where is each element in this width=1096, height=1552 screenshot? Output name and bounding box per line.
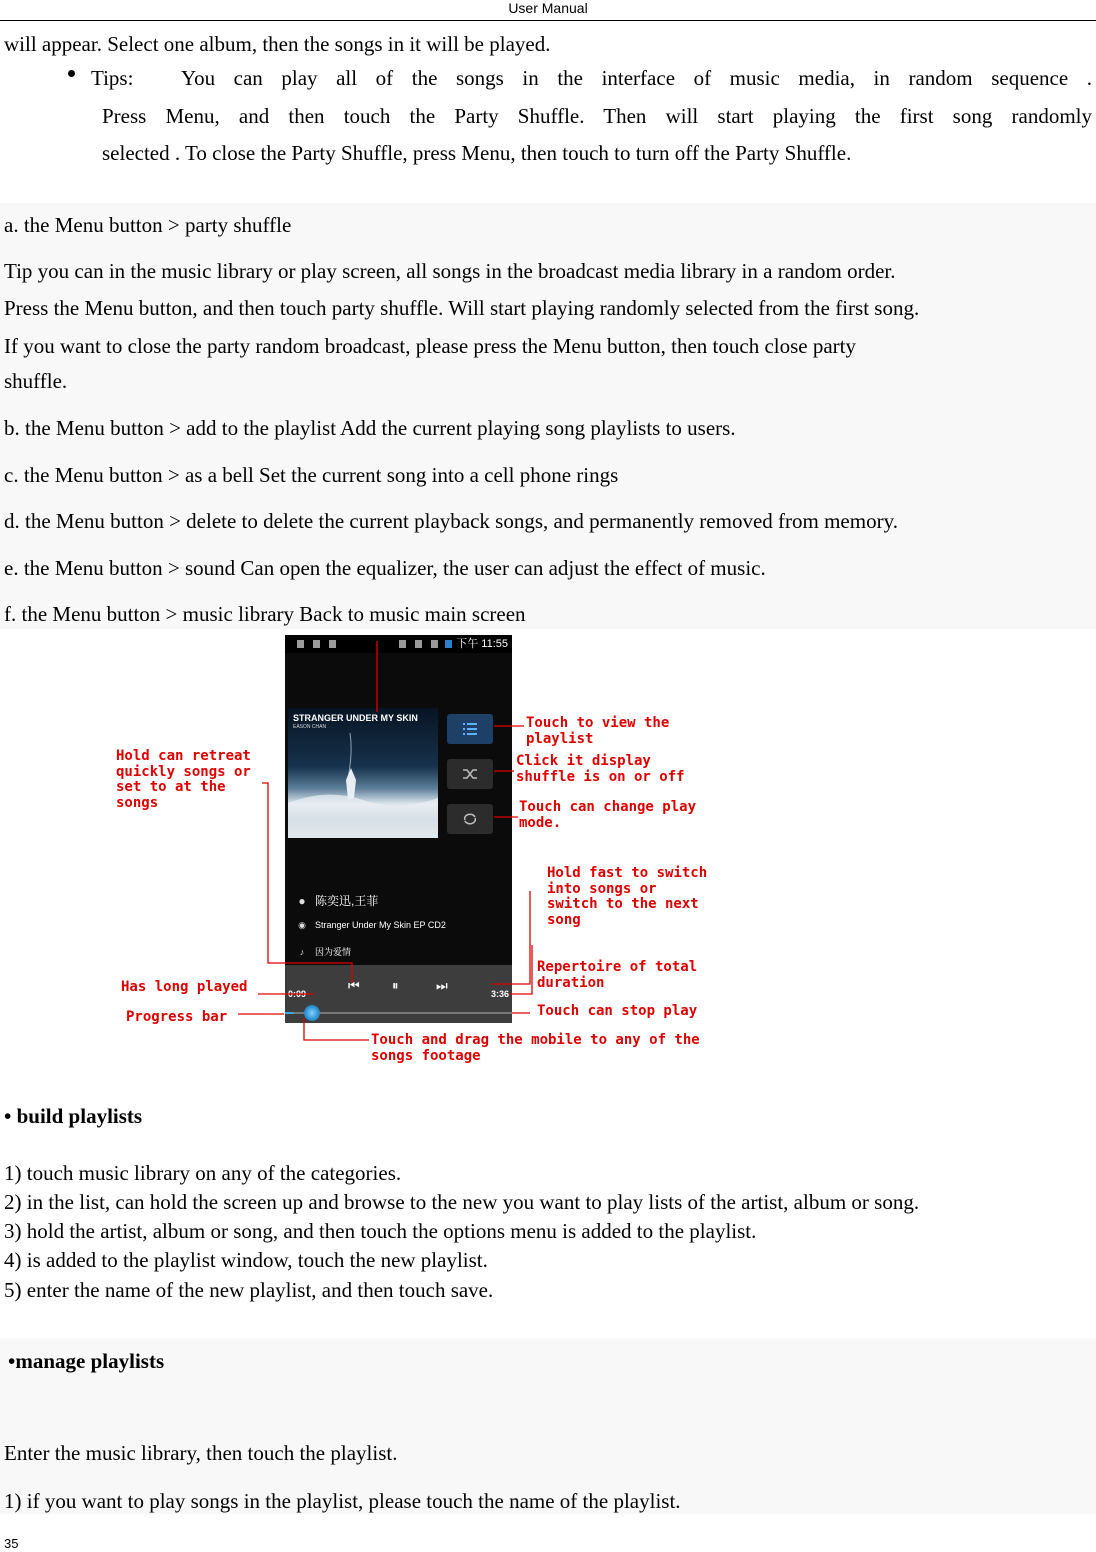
- manage-section-background: [0, 1338, 1096, 1514]
- page-number: 35: [4, 1536, 19, 1551]
- build-step-2: 2) in the list, can hold the screen up and browse to the new you want to play lists of the artist, album or song.: [4, 1190, 920, 1214]
- next-icon[interactable]: ⏭: [436, 979, 448, 994]
- menu-item-a: a. the Menu button > party shuffle: [4, 213, 292, 237]
- menu-tip-line-2: Press the Menu button, and then touch party shuffle. Will start playing randomly selected from the first song.: [4, 296, 920, 320]
- song-name: 因为爱情: [315, 947, 352, 957]
- build-step-4: 4) is added to the playlist window, touch the new playlist.: [4, 1248, 488, 1272]
- disc-icon: ◉: [298, 920, 306, 930]
- annotation-retreat: Hold can retreat quickly songs or set to at the songs: [116, 748, 251, 811]
- build-step-1: 1) touch music library on any of the categories.: [4, 1161, 402, 1185]
- tips-line-3: selected . To close the Party Shuffle, press Menu, then touch to turn off the Party Shuffle.: [102, 141, 852, 165]
- build-playlists-heading: • build playlists: [4, 1104, 143, 1128]
- menu-item-b: b. the Menu button > add to the playlist Add the current playing song playlists to users.: [4, 416, 736, 440]
- manage-playlists-heading: •manage playlists: [8, 1349, 165, 1373]
- manage-line-1: Enter the music library, then touch the playlist.: [4, 1441, 398, 1465]
- music-note-icon: ♪: [299, 947, 305, 957]
- annotation-playlist: Touch to view the playlist: [526, 715, 670, 747]
- tips-label: Tips:: [91, 66, 134, 90]
- menu-item-c: c. the Menu button > as a bell Set the current song into a cell phone rings: [4, 463, 619, 487]
- tips-line-1: You can play all of the songs in the interface of music media, in random sequence .: [181, 66, 1092, 90]
- elapsed-time: 0:09: [288, 989, 307, 999]
- intro-line: will appear. Select one album, then the songs in it will be played.: [4, 32, 551, 56]
- annotation-repeat: Touch can change play mode.: [519, 799, 697, 831]
- previous-icon[interactable]: ⏮: [348, 979, 360, 994]
- build-step-5: 5) enter the name of the new playlist, and then touch save.: [4, 1278, 494, 1302]
- artist-name: 陈奕迅,王菲: [315, 894, 379, 908]
- status-time: 下午 11:55: [456, 638, 508, 650]
- annotation-progress: Progress bar: [126, 1009, 228, 1025]
- annotation-fast-forward: Hold fast to switch into songs or switch to the next song: [547, 865, 708, 928]
- annotation-duration: Repertoire of total duration: [537, 959, 698, 991]
- annotation-played: Has long played: [121, 979, 248, 995]
- annotation-drag: Touch and drag the mobile to any of the songs footage: [371, 1032, 700, 1064]
- header-title: User Manual: [508, 0, 588, 16]
- menu-item-d: d. the Menu button > delete to delete the current playback songs, and permanently removed from memory.: [4, 509, 898, 533]
- manage-line-2: 1) if you want to play songs in the playlist, please touch the name of the playlist.: [4, 1489, 681, 1513]
- tips-line-2: Press Menu, and then touch the Party Shuffle. Then will start playing the first song randomly: [102, 104, 1092, 128]
- annotation-stop: Touch can stop play: [537, 1003, 698, 1019]
- menu-tip-line-1: Tip you can in the music library or play screen, all songs in the broadcast media library in a random order.: [4, 259, 896, 283]
- menu-item-e: e. the Menu button > sound Can open the equalizer, the user can adjust the effect of music.: [4, 556, 766, 580]
- menu-item-f: f. the Menu button > music library Back to music main screen: [4, 602, 526, 626]
- microphone-icon: ●: [298, 894, 306, 908]
- pause-icon[interactable]: ⏸: [392, 979, 399, 994]
- album-art-artist: EASON CHAN: [293, 724, 327, 730]
- menu-tip-line-4: shuffle.: [4, 369, 68, 393]
- total-time: 3:36: [490, 989, 509, 999]
- build-step-3: 3) hold the artist, album or song, and then touch the options menu is added to the playlist.: [4, 1219, 757, 1243]
- album-name: Stranger Under My Skin EP CD2: [315, 920, 446, 930]
- menu-tip-line-3: If you want to close the party random broadcast, please press the Menu button, then touch close party: [4, 334, 857, 358]
- album-art-title: STRANGER UNDER MY SKIN: [293, 713, 418, 723]
- annotation-shuffle: Click it display shuffle is on or off: [516, 753, 685, 785]
